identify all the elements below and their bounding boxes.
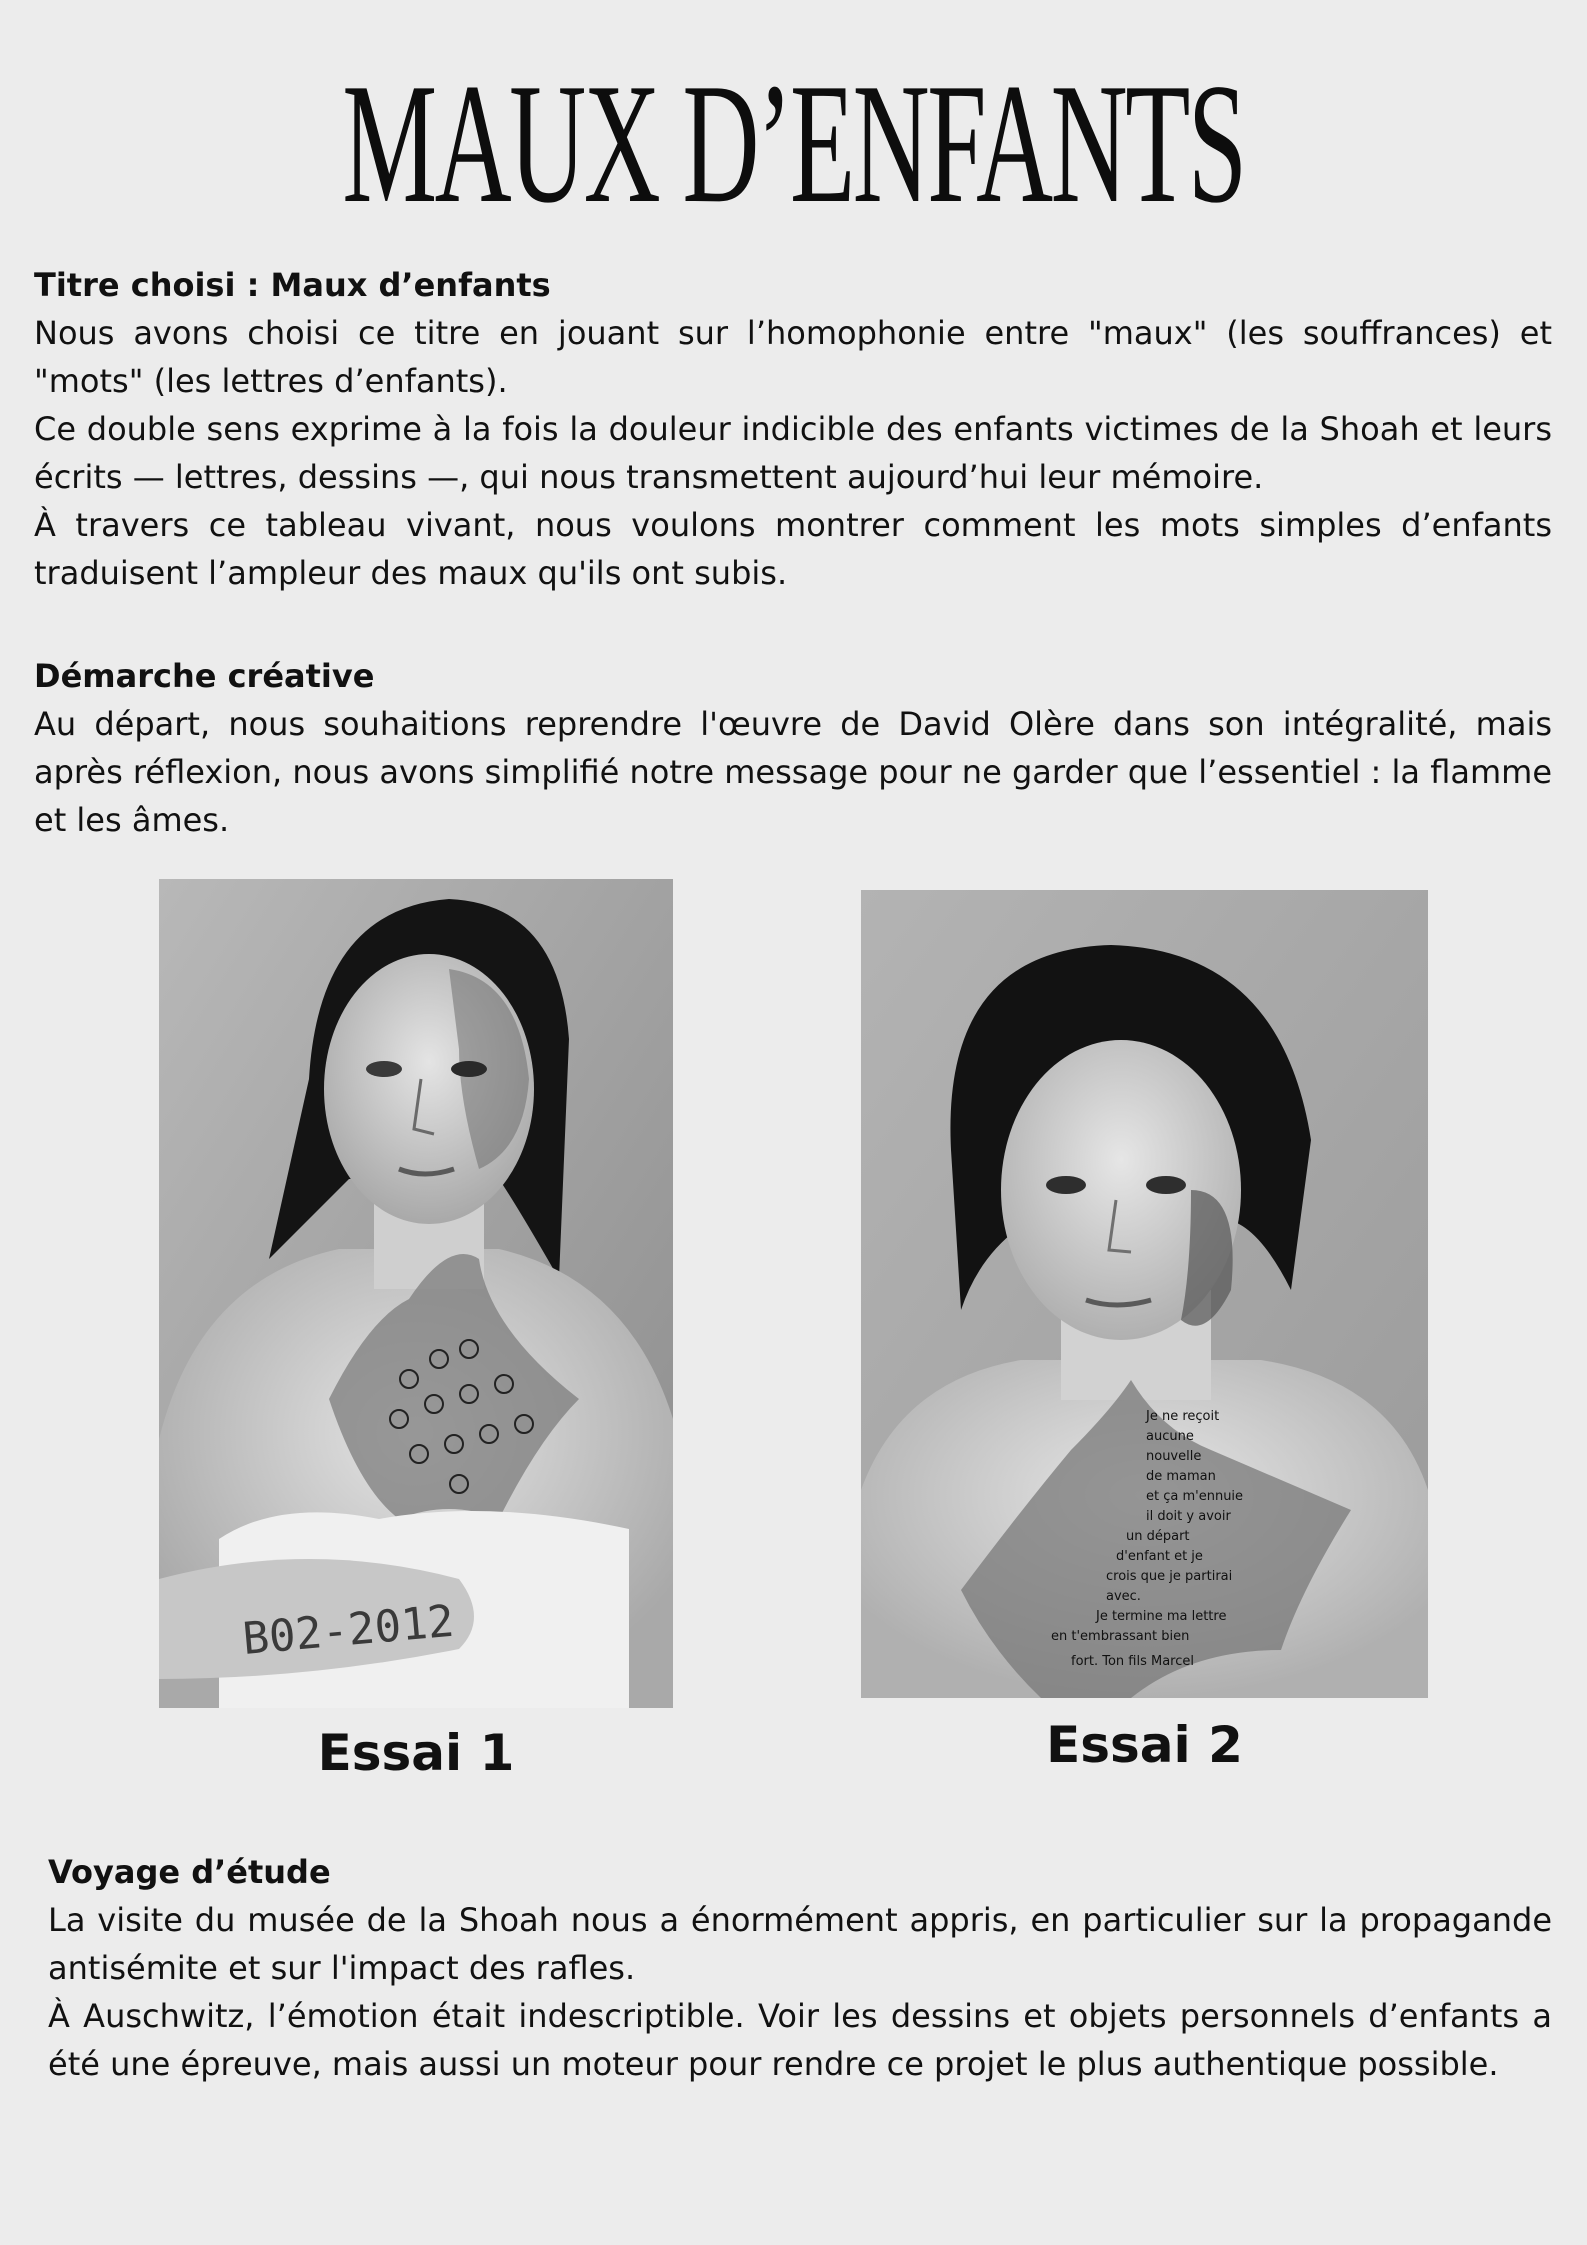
section-heading: Titre choisi : Maux d’enfants bbox=[34, 266, 551, 304]
paragraph: Au départ, nous souhaitions reprendre l'œuvre de David Olère dans son intégralité, mais après réflexion, nous avons simplifié notre message pour ne garder que l’essentiel : la flamme et les âmes. bbox=[34, 705, 1552, 839]
svg-text:crois que je partirai: crois que je partirai bbox=[1106, 1569, 1233, 1584]
photo-essai-2 bbox=[861, 890, 1428, 1698]
paragraph: Nous avons choisi ce titre en jouant sur l’homophonie entre "maux" (les souffrances) et "mots" (les lettres d’enfants). bbox=[34, 314, 1552, 400]
photo-caption-essai-2: Essai 2 bbox=[1046, 1716, 1243, 1774]
paragraph: À Auschwitz, l’émotion était indescriptible. Voir les dessins et objets personnels d’enfants a été une épreuve, mais aussi un moteur pour rendre ce projet le plus authentique possible. bbox=[48, 1997, 1552, 2083]
paragraph: Ce double sens exprime à la fois la douleur indicible des enfants victimes de la Shoah et leurs écrits — lettres, dessins —, qui nous transmettent aujourd’hui leur mémoire. bbox=[34, 410, 1552, 496]
svg-text:aucune: aucune bbox=[1146, 1429, 1194, 1444]
svg-text:fort. Ton fils Marcel: fort. Ton fils Marcel bbox=[1071, 1654, 1194, 1669]
svg-text:un départ: un départ bbox=[1126, 1529, 1190, 1544]
svg-text:d'enfant et je: d'enfant et je bbox=[1116, 1549, 1203, 1564]
svg-text:nouvelle: nouvelle bbox=[1146, 1449, 1202, 1464]
paragraph: La visite du musée de la Shoah nous a énormément appris, en particulier sur la propagande antisémite et sur l'impact des rafles. bbox=[48, 1901, 1552, 1987]
paragraph: À travers ce tableau vivant, nous voulons montrer comment les mots simples d’enfants traduisent l’ampleur des maux qu'ils ont subis. bbox=[34, 506, 1552, 592]
section-heading: Démarche créative bbox=[34, 657, 375, 695]
svg-text:en t'embrassant bien: en t'embrassant bien bbox=[1051, 1629, 1190, 1644]
section-heading: Voyage d’étude bbox=[48, 1853, 331, 1891]
photo-caption-essai-1: Essai 1 bbox=[317, 1724, 515, 1782]
photo-essai-1 bbox=[159, 879, 673, 1708]
svg-text:de maman: de maman bbox=[1146, 1469, 1216, 1484]
page-title: MAUX D’ENFANTS bbox=[342, 49, 1245, 239]
section-chosen-title bbox=[34, 261, 1552, 597]
svg-text:Je ne reçoit: Je ne reçoit bbox=[1146, 1409, 1220, 1424]
svg-text:avec.: avec. bbox=[1106, 1589, 1141, 1604]
portrait-1-image bbox=[159, 879, 673, 1708]
portrait-2-image bbox=[861, 890, 1428, 1698]
svg-text:Je termine ma lettre: Je termine ma lettre bbox=[1096, 1609, 1227, 1624]
svg-text:il doit y avoir: il doit y avoir bbox=[1146, 1509, 1231, 1524]
section-study-trip bbox=[48, 1848, 1552, 2088]
arm-marking: B02-2012 bbox=[240, 1595, 457, 1665]
section-creative-approach bbox=[34, 652, 1552, 844]
svg-text:et ça m'ennuie: et ça m'ennuie bbox=[1146, 1489, 1244, 1504]
